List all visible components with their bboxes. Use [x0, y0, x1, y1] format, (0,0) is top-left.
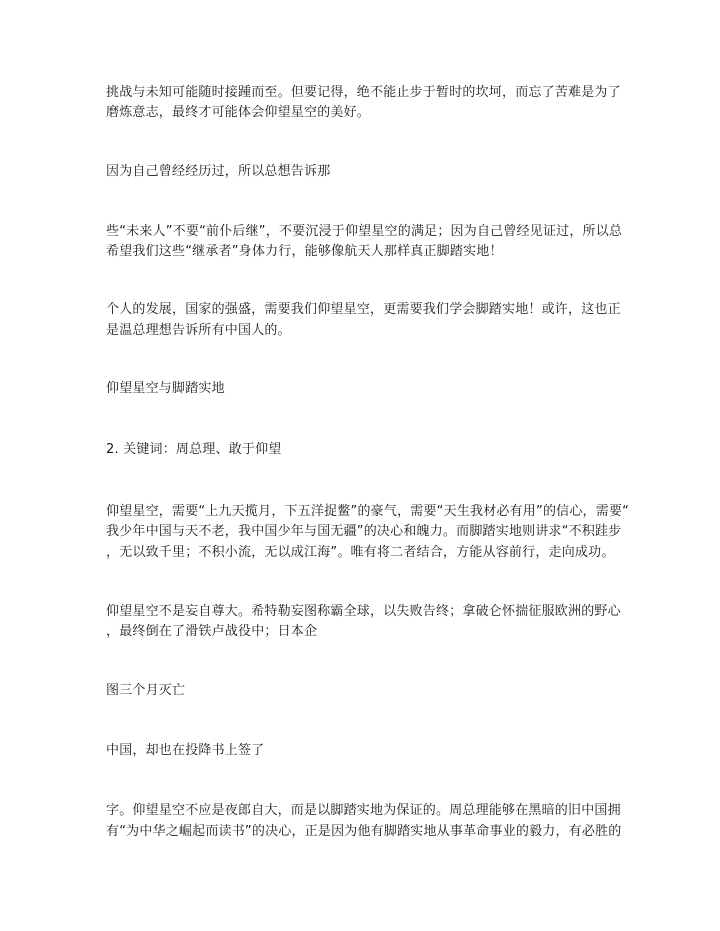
paragraph-1-line-1: 挑战与未知可能随时接踵而至。但要记得，绝不能止步于暂时的坎坷，而忘了苦难是为了: [106, 85, 621, 100]
paragraph-6-line-1: 仰望星空不是妄自尊大。希特勒妄图称霸全球，以失败告终；拿破仑怀揣征服欧洲的野心: [106, 604, 621, 619]
paragraph-8-line-1: 中国，却也在投降书上签了: [106, 743, 265, 758]
paragraph-9-line-1: 字。仰望星空不应是夜郎自大，而是以脚踏实地为保证的。周总理能够在黑暗的旧中国拥: [106, 803, 621, 818]
paragraph-1-line-2: 磨炼意志，最终才可能体会仰望星空的美好。: [106, 105, 371, 120]
section-heading: 仰望星空与脚踏实地: [106, 381, 225, 396]
paragraph-9-line-2: 有“为中华之崛起而读书”的决心，正是因为他有脚踏实地从事革命事业的毅力，有必胜的: [106, 824, 622, 839]
paragraph-6-line-2: ，最终倒在了滑铁卢战役中；日本企: [106, 624, 318, 639]
paragraph-5-line-2: 我少年中国与天不老，我中国少年与国无疆”的决心和魄力。而脚踏实地则讲求“不积跬步: [106, 524, 622, 539]
paragraph-3-line-1: 些“未来人”不要“前仆后继”，不要沉浸于仰望星空的满足；因为自己曾经见证过，所以总: [106, 224, 623, 239]
paragraph-4-line-1: 个人的发展，国家的强盛，需要我们仰望星空，更需要我们学会脚踏实地！或许，这也正: [106, 302, 621, 317]
paragraph-5-line-3: ，无以致千里；不积小流，无以成江海”。唯有将二者结合，方能从容前行，走向成功。: [106, 545, 615, 560]
paragraph-2-line-1: 因为自己曾经经历过，所以总想告诉那: [106, 164, 331, 179]
paragraph-7-line-1: 图三个月灭亡: [106, 683, 186, 698]
paragraph-5-line-1: 仰望星空，需要“上九天揽月，下五洋捉鳖”的豪气，需要“天生我材必有用”的信心，需要“: [106, 504, 630, 519]
paragraph-3-line-2: 希望我们这些“继承者”身体力行，能够像航天人那样真正脚踏实地！: [106, 244, 503, 259]
paragraph-4-line-2: 是温总理想告诉所有中国人的。: [106, 323, 291, 338]
keywords-line: 2. 关键词：周总理、敢于仰望: [106, 442, 282, 457]
